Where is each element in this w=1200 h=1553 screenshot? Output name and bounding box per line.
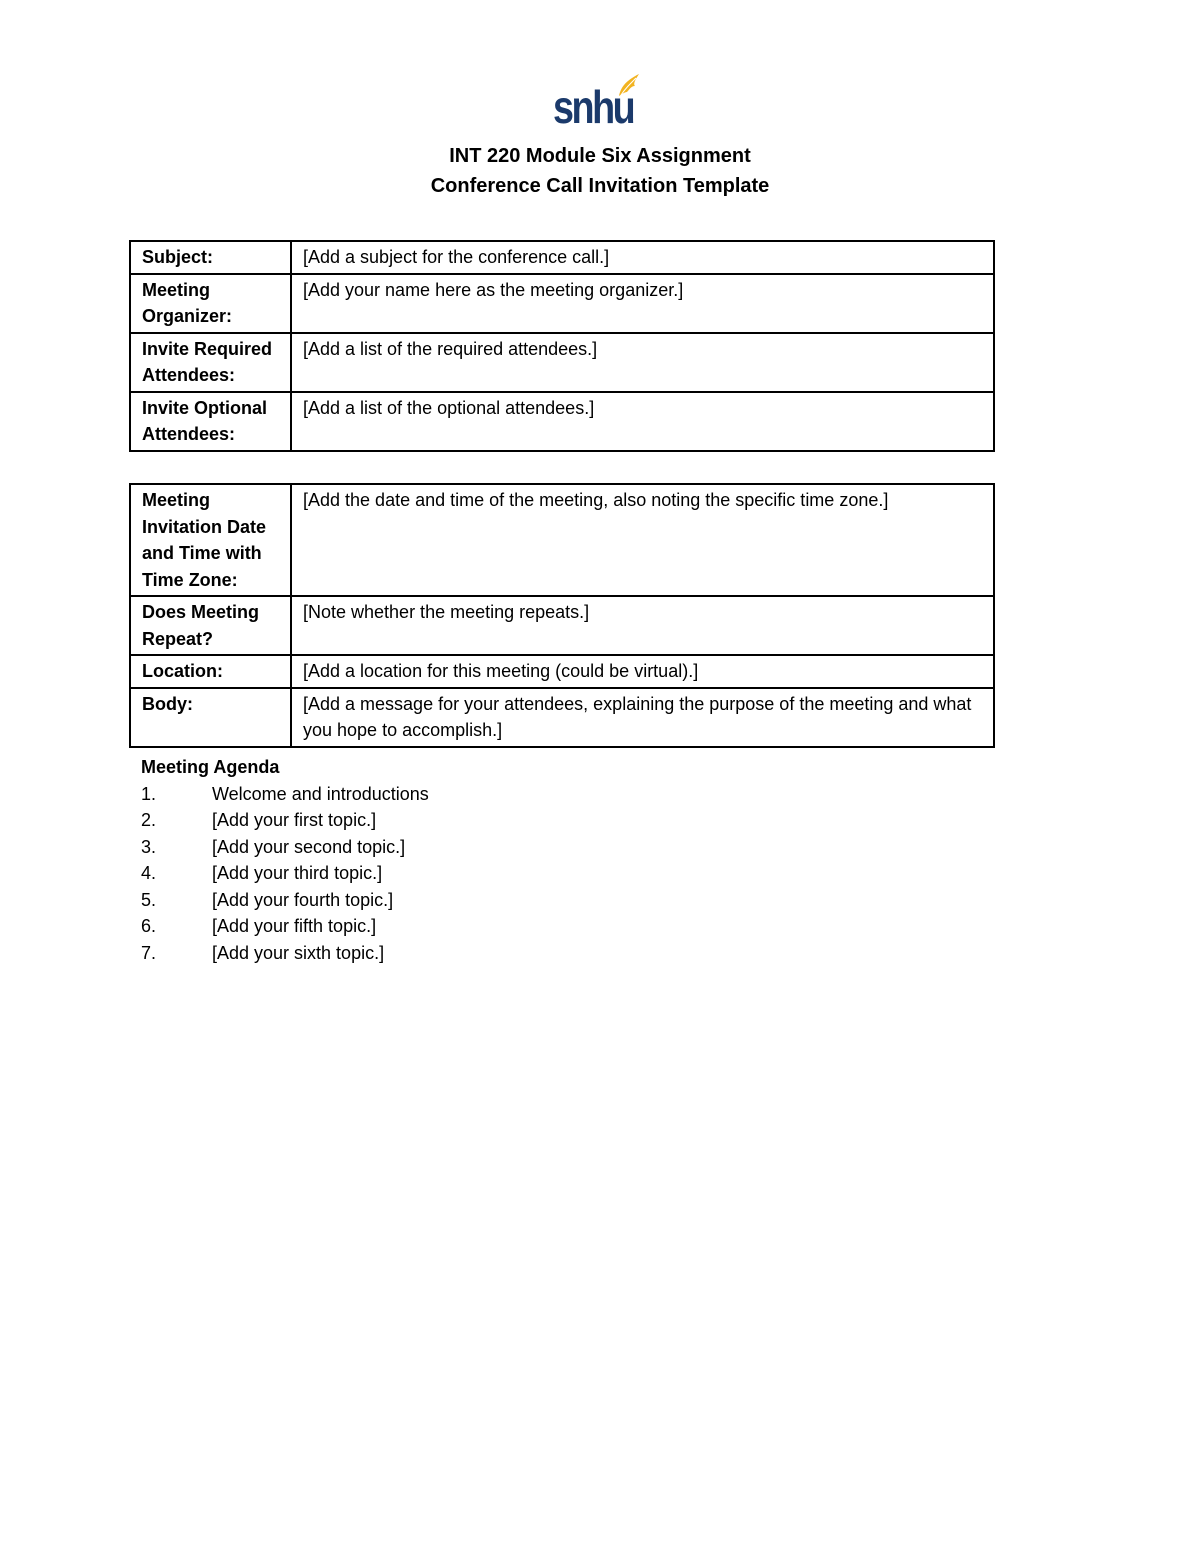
agenda-text[interactable]: [Add your third topic.] bbox=[212, 863, 383, 883]
list-item bbox=[141, 807, 941, 834]
organizer-label: Meeting Organizer: bbox=[130, 274, 291, 333]
agenda-text[interactable]: [Add your first topic.] bbox=[212, 810, 377, 830]
repeat-value[interactable]: [Note whether the meeting repeats.] bbox=[291, 596, 994, 655]
assignment-title: INT 220 Module Six Assignment bbox=[449, 145, 751, 167]
table-row bbox=[130, 274, 994, 333]
optional-attendees-label: Invite Optional Attendees: bbox=[130, 392, 291, 451]
list-item bbox=[141, 834, 941, 861]
location-value[interactable]: [Add a location for this meeting (could be virtual).] bbox=[291, 655, 994, 688]
list-item bbox=[141, 781, 941, 808]
agenda-text[interactable]: [Add your second topic.] bbox=[212, 836, 406, 857]
required-attendees-value[interactable]: [Add a list of the required attendees.] bbox=[291, 333, 994, 392]
date-time-value[interactable]: [Add the date and time of the meeting, also noting the specific time zone.] bbox=[291, 484, 994, 596]
date-time-label: Meeting Invitation Date and Time with Time Zone: bbox=[130, 484, 291, 596]
agenda-text[interactable]: Welcome and introductions bbox=[212, 783, 429, 804]
body-label: Body: bbox=[130, 688, 291, 747]
agenda-text[interactable]: [Add your fourth topic.] bbox=[212, 889, 394, 910]
meeting-agenda bbox=[141, 754, 941, 966]
agenda-number: 6. bbox=[141, 916, 157, 936]
table-row bbox=[130, 392, 994, 451]
table-row bbox=[130, 596, 994, 655]
table-row bbox=[130, 484, 994, 596]
agenda-number: 2. bbox=[141, 810, 157, 830]
invitation-details-table bbox=[129, 240, 995, 452]
agenda-number: 5. bbox=[141, 889, 157, 910]
agenda-number: 3. bbox=[141, 836, 157, 857]
body-value[interactable]: [Add a message for your attendees, explaining the purpose of the meeting and what you hope to accomplish.] bbox=[291, 688, 994, 747]
document-title bbox=[0, 141, 1200, 201]
list-item bbox=[141, 940, 941, 967]
subject-label: Subject: bbox=[130, 241, 291, 274]
location-label: Location: bbox=[130, 655, 291, 688]
organizer-value[interactable]: [Add your name here as the meeting organizer.] bbox=[291, 274, 994, 333]
required-attendees-label: Invite Required Attendees: bbox=[130, 333, 291, 392]
list-item bbox=[141, 913, 941, 940]
repeat-label: Does Meeting Repeat? bbox=[130, 596, 291, 655]
agenda-heading: Meeting Agenda bbox=[141, 757, 280, 777]
agenda-number: 4. bbox=[141, 863, 157, 883]
subject-value[interactable]: [Add a subject for the conference call.] bbox=[291, 241, 994, 274]
table-row bbox=[130, 333, 994, 392]
snhu-logo bbox=[553, 72, 643, 134]
agenda-number: 1. bbox=[141, 783, 157, 804]
template-title: Conference Call Invitation Template bbox=[430, 175, 770, 197]
list-item bbox=[141, 860, 941, 887]
optional-attendees-value[interactable]: [Add a list of the optional attendees.] bbox=[291, 392, 994, 451]
logo-text: snhu bbox=[553, 81, 634, 133]
table-row bbox=[130, 241, 994, 274]
agenda-text[interactable]: [Add your sixth topic.] bbox=[212, 942, 385, 963]
agenda-number: 7. bbox=[141, 942, 157, 963]
table-row bbox=[130, 688, 994, 747]
agenda-text[interactable]: [Add your fifth topic.] bbox=[212, 916, 377, 936]
table-row bbox=[130, 655, 994, 688]
list-item bbox=[141, 887, 941, 914]
meeting-details-table bbox=[129, 483, 995, 748]
